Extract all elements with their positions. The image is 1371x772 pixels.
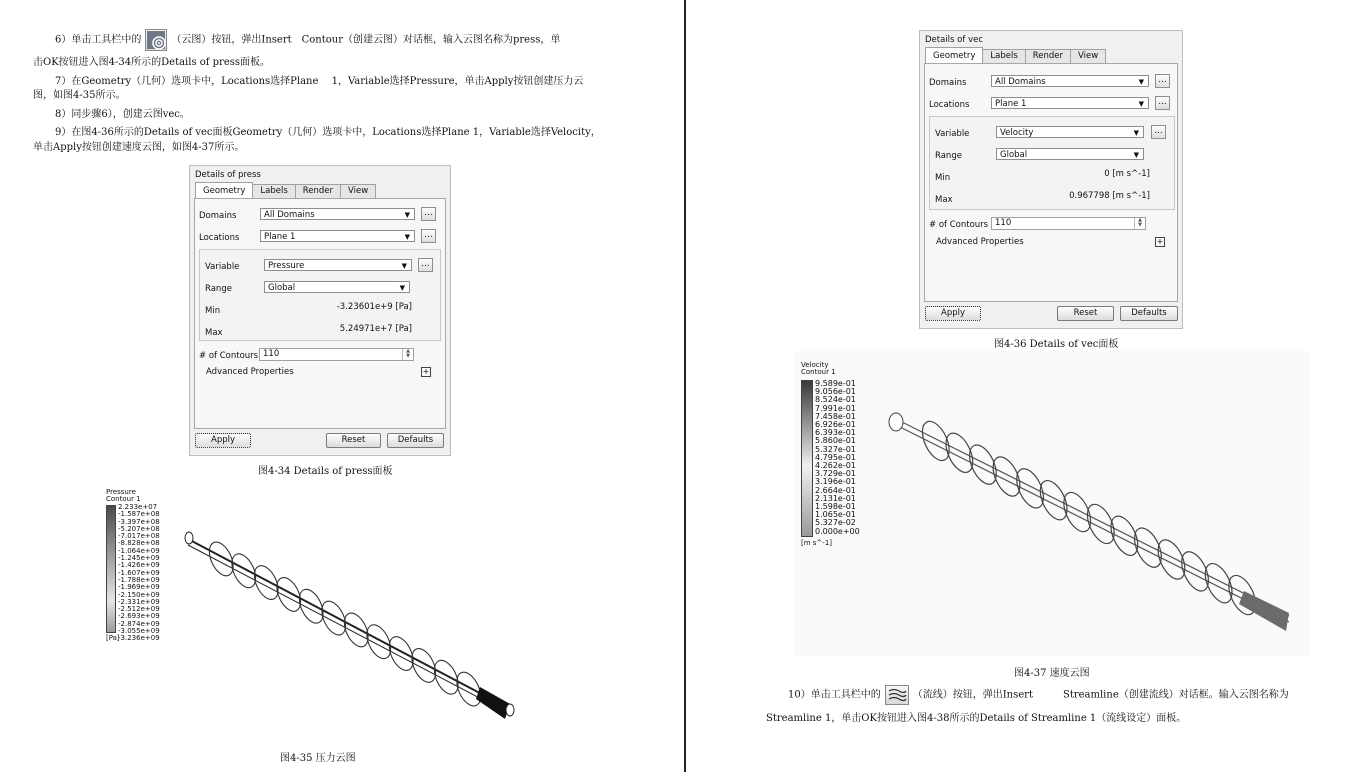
min-value: -3.23601e+9 [Pa] xyxy=(336,302,412,312)
tab-view[interactable]: View xyxy=(1070,49,1106,63)
pressure-legend-tick: -1.788e+09 xyxy=(118,575,160,584)
velocity-screw-geometry xyxy=(884,391,1304,646)
paragraph-step10 xyxy=(788,685,1289,705)
variable-select[interactable] xyxy=(996,126,1144,138)
panel-tabs xyxy=(925,49,1105,63)
right-page xyxy=(686,0,1371,772)
tab-view[interactable]: View xyxy=(340,184,376,198)
velocity-contour-plot xyxy=(794,351,1309,656)
streamline-toolbar-icon xyxy=(885,685,909,705)
domains-value: All Domains xyxy=(995,77,1046,87)
chevron-down-icon: ▼ xyxy=(399,284,405,292)
pressure-legend-tick: -1.064e+09 xyxy=(118,546,160,555)
range-value: Global xyxy=(1000,150,1028,160)
left-page xyxy=(0,0,684,772)
geometry-tab-content xyxy=(194,198,446,429)
domains-label: Domains xyxy=(929,78,967,88)
advanced-properties-label: Advanced Properties xyxy=(936,237,1024,247)
tab-geometry[interactable]: Geometry xyxy=(925,47,983,63)
expand-plus-icon[interactable]: + xyxy=(422,367,430,376)
variable-value: Velocity xyxy=(1000,128,1034,138)
velocity-legend-ticks xyxy=(815,380,860,536)
pressure-legend-tick: -7.017e+08 xyxy=(118,532,160,541)
velocity-legend-tick: 9.589e-01 xyxy=(815,379,856,388)
defaults-button[interactable]: Defaults xyxy=(387,433,444,448)
paragraph-step9: 9）在图4-36所示的Details of vec面板Geometry（几何）选项卡中，Locations选择Plane 1，Variable选择Velocity， xyxy=(55,127,601,138)
chevron-down-icon: ▼ xyxy=(1133,129,1139,137)
pressure-legend-ticks xyxy=(118,504,160,643)
min-value: 0 [m s^-1] xyxy=(1104,169,1150,179)
velocity-legend-tick: 2.664e-01 xyxy=(815,485,856,495)
range-select[interactable] xyxy=(996,148,1144,160)
paragraph-step7: 7）在Geometry（几何）选项卡中，Locations选择Plane 1，Variable选择Pressure，单击Apply按钮创建压力云 xyxy=(55,76,584,87)
paragraph-step10-cont: Streamline 1，单击OK按钮进入图4-38所示的Details of Streamline 1（流线设定）面板。 xyxy=(766,713,1187,724)
domains-more-button[interactable]: ... xyxy=(1155,74,1170,88)
locations-select[interactable] xyxy=(991,97,1149,109)
range-label: Range xyxy=(935,151,962,161)
figure-caption-4-34: 图4-34 Details of press面板 xyxy=(258,466,393,477)
details-of-press-panel xyxy=(189,165,451,456)
legend-title-contour: Contour 1 xyxy=(106,495,141,503)
tab-labels[interactable]: Labels xyxy=(252,184,295,198)
velocity-legend-tick: 0.000e+00 xyxy=(815,526,860,536)
pressure-legend-unit: [Pa] xyxy=(106,634,120,642)
contours-label: # of Contours xyxy=(199,351,259,361)
variable-label: Variable xyxy=(935,129,970,139)
pressure-legend-tick: -2.150e+09 xyxy=(118,590,160,599)
velocity-legend-tick: 5.860e-01 xyxy=(815,436,856,446)
expand-plus-icon[interactable]: + xyxy=(1156,237,1164,246)
pressure-screw-geometry xyxy=(180,509,520,719)
panel-title: Details of press xyxy=(195,170,261,180)
pressure-contour-plot xyxy=(100,484,530,724)
variable-group xyxy=(929,116,1175,210)
pressure-legend-tick: -2.693e+09 xyxy=(118,612,160,621)
locations-label: Locations xyxy=(199,233,240,243)
max-label: Max xyxy=(935,195,953,205)
figure-caption-4-35: 图4-35 压力云图 xyxy=(280,753,356,764)
velocity-legend-tick: 9.056e-01 xyxy=(815,387,856,397)
velocity-legend-tick: 3.729e-01 xyxy=(815,469,856,479)
figure-caption-4-37: 图4-37 速度云图 xyxy=(1014,668,1090,679)
spin-arrows-icon[interactable]: ▲ ▼ xyxy=(402,349,413,360)
pressure-legend-tick: -1.426e+09 xyxy=(118,561,160,570)
variable-more-button[interactable]: ... xyxy=(418,258,433,272)
pressure-legend-tick: 2.233e+07 xyxy=(118,503,158,511)
max-label: Max xyxy=(205,328,223,338)
tab-render[interactable]: Render xyxy=(295,184,341,198)
paragraph-step7-cont: 图，如图4-35所示。 xyxy=(33,90,126,101)
paragraph-step8: 8）同步骤6），创建云图vec。 xyxy=(55,109,190,120)
locations-value: Plane 1 xyxy=(264,232,296,242)
panel-tabs xyxy=(195,184,375,198)
velocity-legend-tick: 4.795e-01 xyxy=(815,452,856,462)
reset-button[interactable]: Reset xyxy=(1057,306,1114,321)
geometry-tab-content xyxy=(924,63,1178,302)
tab-geometry[interactable]: Geometry xyxy=(195,182,253,198)
chevron-down-icon: ▼ xyxy=(404,211,410,219)
pressure-legend-tick: -3.397e+08 xyxy=(118,517,160,526)
pressure-legend-tick: -2.874e+09 xyxy=(118,619,160,628)
pressure-legend-tick: -3.236e+09 xyxy=(118,634,160,643)
figure-caption-4-36: 图4-36 Details of vec面板 xyxy=(994,339,1119,350)
pressure-legend-tick: -2.512e+09 xyxy=(118,605,160,614)
paragraph-step9-cont: 单击Apply按钮创建速度云图，如图4-37所示。 xyxy=(33,142,245,153)
locations-select[interactable] xyxy=(260,230,415,242)
paragraph-step6 xyxy=(55,29,560,51)
locations-more-button[interactable]: ... xyxy=(1155,96,1170,110)
apply-button[interactable]: Apply xyxy=(195,433,251,448)
apply-button[interactable]: Apply xyxy=(925,306,981,321)
locations-value: Plane 1 xyxy=(995,99,1027,109)
velocity-legend-tick: 7.458e-01 xyxy=(815,411,856,421)
pressure-legend-tick: -3.055e+09 xyxy=(118,627,160,636)
pressure-color-bar xyxy=(106,505,116,633)
step6-text-a: 6）单击工具栏中的 xyxy=(55,34,142,46)
contours-value: 110 xyxy=(995,218,1012,228)
range-select[interactable] xyxy=(264,281,410,293)
velocity-legend-tick: 1.065e-01 xyxy=(815,510,856,520)
pressure-legend-tick: -2.331e+09 xyxy=(118,597,160,606)
locations-more-button[interactable]: ... xyxy=(421,229,436,243)
contour-toolbar-icon xyxy=(145,29,167,51)
step6-text-b: （云图）按钮，弹出Insert Contour（创建云图）对话框，输入云图名称为press，单 xyxy=(171,34,561,46)
spin-arrows-icon[interactable]: ▲ ▼ xyxy=(1134,218,1145,229)
tab-labels[interactable]: Labels xyxy=(982,49,1025,63)
velocity-legend-tick: 8.524e-01 xyxy=(815,395,856,405)
contours-label: # of Contours xyxy=(929,220,989,230)
domains-value: All Domains xyxy=(264,210,315,220)
details-of-vec-panel xyxy=(919,30,1183,329)
pressure-legend-tick: -1.587e+08 xyxy=(118,510,160,519)
pressure-legend-tick: -1.607e+09 xyxy=(118,568,160,577)
step10-text-b: （流线）按钮，弹出Insert Streamline（创建流线）对话框。输入云图名称为 xyxy=(912,689,1289,701)
locations-label: Locations xyxy=(929,100,970,110)
max-value: 5.24971e+7 [Pa] xyxy=(339,324,412,334)
chevron-down-icon: ▼ xyxy=(404,233,410,241)
velocity-legend-tick: 6.393e-01 xyxy=(815,428,856,438)
domains-more-button[interactable]: ... xyxy=(421,207,436,221)
velocity-legend-tick: 4.262e-01 xyxy=(815,461,856,471)
domains-select[interactable] xyxy=(991,75,1149,87)
pressure-legend-tick: -1.245e+09 xyxy=(118,554,160,563)
defaults-button[interactable]: Defaults xyxy=(1120,306,1178,321)
velocity-color-bar xyxy=(801,380,813,537)
velocity-legend-tick: 1.598e-01 xyxy=(815,502,856,512)
domains-label: Domains xyxy=(199,211,237,221)
domains-select[interactable] xyxy=(260,208,415,220)
velocity-legend-tick: 5.327e-01 xyxy=(815,444,856,454)
legend-title-variable: Pressure xyxy=(106,488,136,496)
tab-render[interactable]: Render xyxy=(1025,49,1071,63)
legend-title-contour: Contour 1 xyxy=(801,368,836,376)
advanced-properties-label: Advanced Properties xyxy=(206,367,294,377)
chevron-down-icon: ▼ xyxy=(1138,100,1144,108)
contours-spinbox[interactable] xyxy=(991,217,1146,230)
variable-value: Pressure xyxy=(268,261,305,271)
velocity-legend-tick: 5.327e-02 xyxy=(815,518,856,528)
chevron-down-icon: ▼ xyxy=(1133,151,1139,159)
velocity-legend-tick: 3.196e-01 xyxy=(815,477,856,487)
chevron-down-icon: ▼ xyxy=(1138,78,1144,86)
range-value: Global xyxy=(268,283,296,293)
velocity-legend-tick: 2.131e-01 xyxy=(815,493,856,503)
velocity-legend-unit: [m s^-1] xyxy=(801,539,832,547)
velocity-legend-tick: 7.991e-01 xyxy=(815,403,856,413)
reset-button[interactable]: Reset xyxy=(326,433,381,448)
pressure-legend-tick: -1.969e+09 xyxy=(118,583,160,592)
variable-group xyxy=(199,249,441,341)
step10-text-a: 10）单击工具栏中的 xyxy=(788,689,881,701)
min-label: Min xyxy=(205,306,221,316)
pressure-legend-tick: -5.207e+08 xyxy=(118,524,160,533)
contours-spinbox[interactable] xyxy=(259,348,414,361)
legend-title-variable: Velocity xyxy=(801,361,829,369)
pressure-legend-tick: -8.828e+08 xyxy=(118,539,160,548)
variable-more-button[interactable]: ... xyxy=(1151,125,1166,139)
max-value: 0.967798 [m s^-1] xyxy=(1069,191,1150,201)
variable-select[interactable] xyxy=(264,259,412,271)
velocity-legend-tick: 6.926e-01 xyxy=(815,420,856,430)
panel-title: Details of vec xyxy=(925,35,983,45)
chevron-down-icon: ▼ xyxy=(401,262,407,270)
paragraph-step6-cont: 击OK按钮进入图4-34所示的Details of press面板。 xyxy=(33,57,271,68)
min-label: Min xyxy=(935,173,951,183)
contours-value: 110 xyxy=(263,349,280,359)
variable-label: Variable xyxy=(205,262,240,272)
range-label: Range xyxy=(205,284,232,294)
